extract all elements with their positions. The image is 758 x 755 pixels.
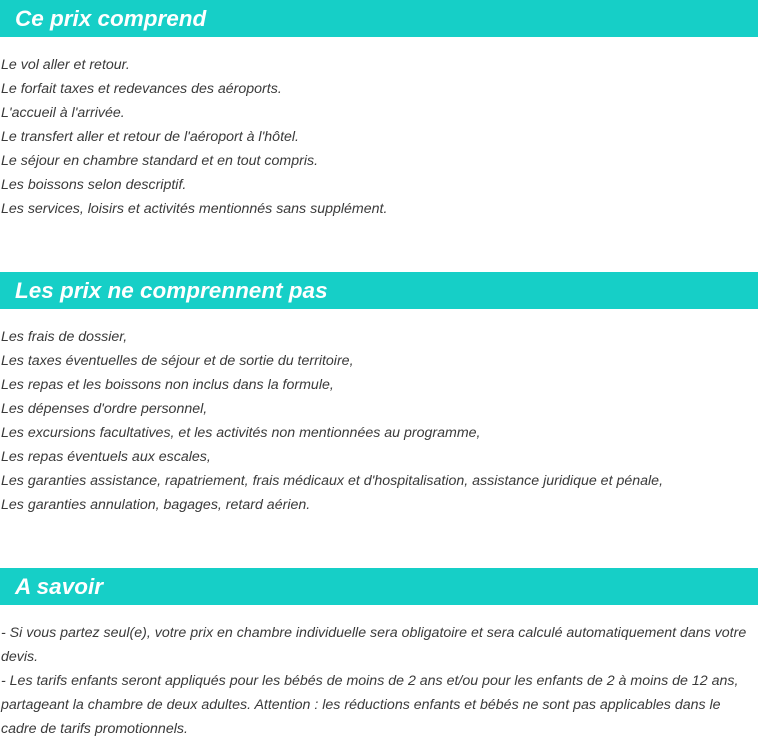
section-included <box>0 0 758 221</box>
list-item: Le séjour en chambre standard et en tout compris. <box>1 153 319 169</box>
list-item: Les garanties assistance, rapatriement, frais médicaux et d'hospitalisation, assistance juridique et pénale, <box>1 473 664 489</box>
list-item: Les taxes éventuelles de séjour et de sortie du territoire, <box>1 353 354 369</box>
list-item: Le forfait taxes et redevances des aéroports. <box>1 81 282 97</box>
list-item: Les services, loisirs et activités mentionnés sans supplément. <box>1 201 388 217</box>
list-item: Les repas et les boissons non inclus dans la formule, <box>1 377 334 393</box>
list-item: Les boissons selon descriptif. <box>1 177 187 193</box>
list-item: Les repas éventuels aux escales, <box>1 449 211 465</box>
section-good-to-know <box>0 568 758 741</box>
section-title-not-included: Les prix ne comprennent pas <box>0 272 758 309</box>
paragraph: - Les tarifs enfants seront appliqués pour les bébés de moins de 2 ans et/ou pour les enfants de 2 à moins de 12 ans, partageant la chambre de deux adultes. Attention : les réductions enfants et bébés ne sont pas applicables dans le cadre de tarifs promotionnels. <box>1 673 739 737</box>
section-not-included <box>0 272 758 517</box>
section-title-included: Ce prix comprend <box>0 0 758 37</box>
list-item: L'accueil à l'arrivée. <box>1 105 125 121</box>
list-item: Le vol aller et retour. <box>1 57 130 73</box>
paragraph: - Si vous partez seul(e), votre prix en chambre individuelle sera obligatoire et sera calculé automatiquement dans votre devis. <box>1 625 747 665</box>
list-item: Le transfert aller et retour de l'aéroport à l'hôtel. <box>1 129 299 145</box>
list-item: Les excursions facultatives, et les activités non mentionnées au programme, <box>1 425 481 441</box>
good-to-know-text <box>0 621 758 741</box>
section-title-good-to-know: A savoir <box>0 568 758 605</box>
list-item: Les garanties annulation, bagages, retard aérien. <box>1 497 311 513</box>
not-included-list <box>0 325 758 517</box>
included-list <box>0 53 758 221</box>
list-item: Les frais de dossier, <box>1 329 128 345</box>
list-item: Les dépenses d'ordre personnel, <box>1 401 208 417</box>
